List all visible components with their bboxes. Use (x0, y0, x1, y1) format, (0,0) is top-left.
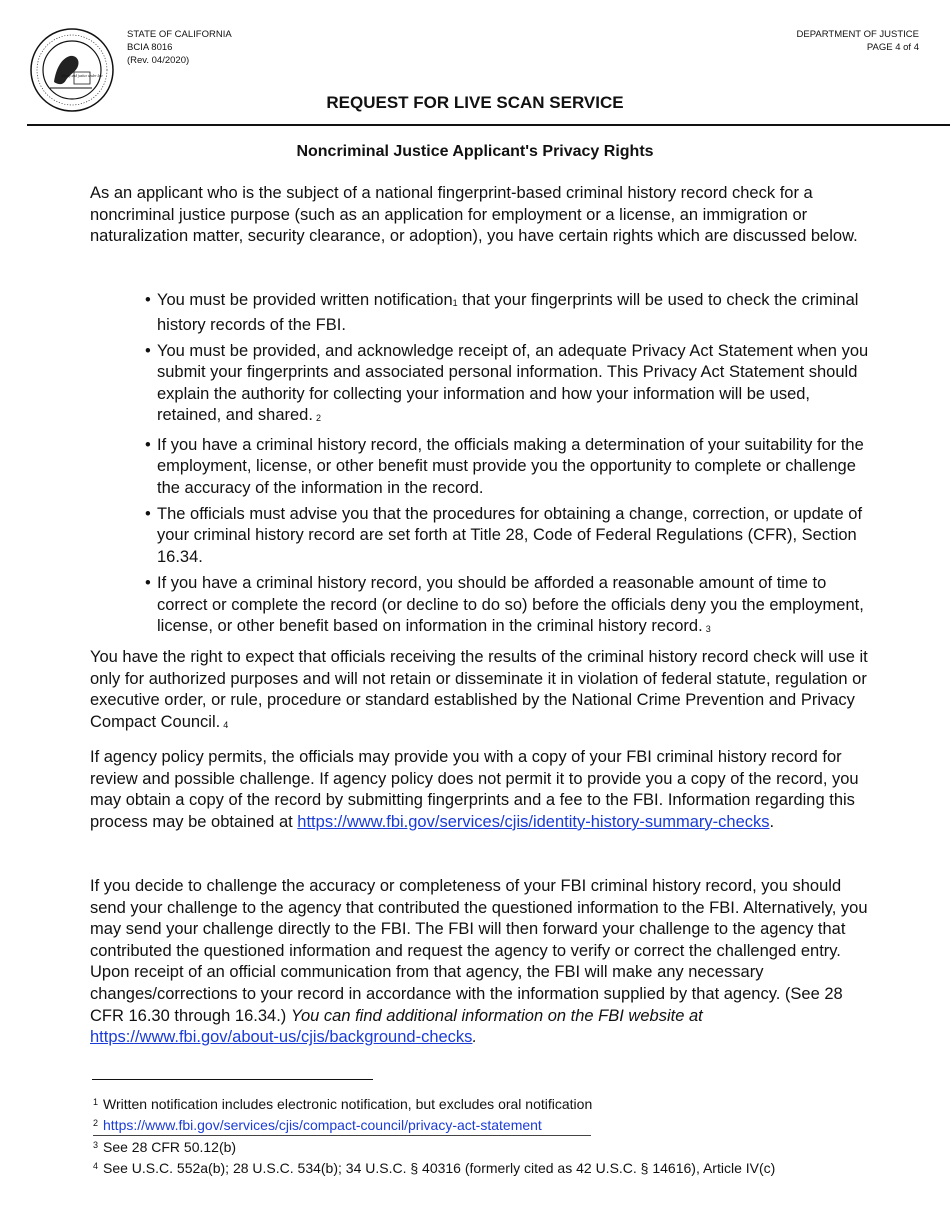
record-copy-paragraph (90, 747, 880, 833)
identity-history-link[interactable]: https://www.fbi.gov/services/cjis/identity-history-summary-checks (297, 812, 770, 831)
form-revision: (Rev. 04/2020) (127, 55, 190, 66)
form-number: BCIA 8016 (127, 42, 173, 53)
footnote-3 (93, 1138, 893, 1156)
footnotes (93, 1095, 893, 1179)
footnote-ref: 3 (705, 624, 711, 635)
footnote-number: 1 (93, 1097, 99, 1107)
footnote-ref: 1 (452, 298, 458, 308)
rights-paragraph (90, 647, 880, 736)
list-item (145, 573, 875, 641)
footnote-2 (93, 1116, 591, 1136)
privacy-act-statement-link[interactable]: https://www.fbi.gov/services/cjis/compact-council/privacy-act-statement (103, 1116, 542, 1133)
rights-list (145, 290, 875, 645)
page-title: REQUEST FOR LIVE SCAN SERVICE (326, 93, 624, 112)
footnote-number: 2 (93, 1117, 99, 1128)
punctuation: . (769, 812, 775, 831)
seal-motto: liberty and justice under law (61, 74, 103, 78)
list-item (145, 341, 875, 430)
header-right (797, 28, 919, 54)
footnote-4 (93, 1159, 893, 1177)
footnote-1 (93, 1095, 893, 1113)
rights-text: You have the right to expect that officials receiving the results of the criminal history record check will use it only for authorized purposes and will not retain or disseminate it in violation of federal statute, regulation or executive order, or rule, procedure or standard established by the National Crime Prevention and Privacy Compact Council. (90, 648, 868, 731)
list-item (145, 290, 875, 336)
footnote-text: Written notification includes electronic notification, but excludes oral notification (103, 1096, 593, 1112)
challenge-italic-text: You can find additional information on the FBI website at (290, 1006, 703, 1025)
footnote-ref: 4 (223, 719, 229, 730)
department-name: DEPARTMENT OF JUSTICE (796, 29, 919, 40)
title-divider (27, 124, 950, 126)
footnote-ref: 2 (315, 413, 321, 424)
page-number: PAGE 4 of 4 (866, 42, 919, 53)
agency-name: STATE OF CALIFORNIA (127, 29, 232, 40)
list-item-text: If you have a criminal history record, the officials making a determination of your suitability for the employment, license, or other benefit must provide you the opportunity to complete or challenge the accuracy of the information in the record. (157, 435, 864, 497)
footnote-text: See 28 CFR 50.12(b) (103, 1139, 237, 1155)
footnote-number: 4 (93, 1160, 99, 1171)
record-copy-text: If agency policy permits, the officials may provide you with a copy of your FBI criminal history record for review and possible challenge. If agency policy does not permit it to provide you a copy of the record, you may obtain a copy of the record by submitting fingerprints and a fee to the FBI. Information regarding this process may be obtained at (90, 748, 859, 831)
intro-paragraph: As an applicant who is the subject of a national fingerprint-based criminal history record check for a noncriminal justice purpose (such as an application for employment or a license, an immigration or naturalization matter, security clearance, or adoption), you have certain rights which are discussed below. (90, 184, 858, 246)
footnote-text: See U.S.C. 552a(b); 28 U.S.C. 534(b); 34 U.S.C. § 40316 (formerly cited as 42 U.S.C. § 14616), Article IV(c) (103, 1159, 776, 1176)
challenge-paragraph (90, 876, 880, 1049)
section-title: Noncriminal Justice Applicant's Privacy Rights (296, 143, 654, 160)
header-left (127, 28, 232, 67)
footnote-divider (92, 1079, 373, 1080)
list-item-text: If you have a criminal history record, you should be afforded a reasonable amount of time to correct or complete the record (or decline to do so) before the officials deny you the employment, license, or other benefit based on information in the criminal history record. (157, 574, 864, 636)
list-item-text: You must be provided written notification (157, 291, 453, 309)
background-checks-link[interactable]: https://www.fbi.gov/about-us/cjis/background-checks (90, 1028, 473, 1047)
challenge-text: If you decide to challenge the accuracy or completeness of your FBI criminal history record, you should send your challenge to the agency that contributed the questioned information to the FBI. Alternatively, you may send your challenge directly to the FBI. The FBI will then forward your challenge to the agency that contributed the questioned information and request the agency to verify or correct the challenged entry. Upon receipt of an official communication from that agency, the FBI will make any necessary changes/corrections to your record in accordance with the information supplied by that agency. (See 28 CFR 16.30 through 16.34.) (90, 877, 868, 1025)
list-item-text: You must be provided, and acknowledge receipt of, an adequate Privacy Act Statement when you submit your fingerprints and associated personal information. This Privacy Act Statement should explain the authority for collecting your information and how your information will be used, retained, and shared. (157, 341, 869, 425)
list-item-text: The officials must advise you that the procedures for obtaining a change, correction, or update of your criminal history record are set forth at Title 28, Code of Federal Regulations (CFR), Section 16.34. (157, 504, 863, 567)
list-item (145, 435, 875, 500)
list-item (145, 504, 875, 569)
footnote-number: 3 (93, 1140, 99, 1150)
list-item-text: that your fingerprints will be used to check the criminal history records of the FBI. (157, 291, 859, 334)
punctuation: . (472, 1028, 478, 1047)
